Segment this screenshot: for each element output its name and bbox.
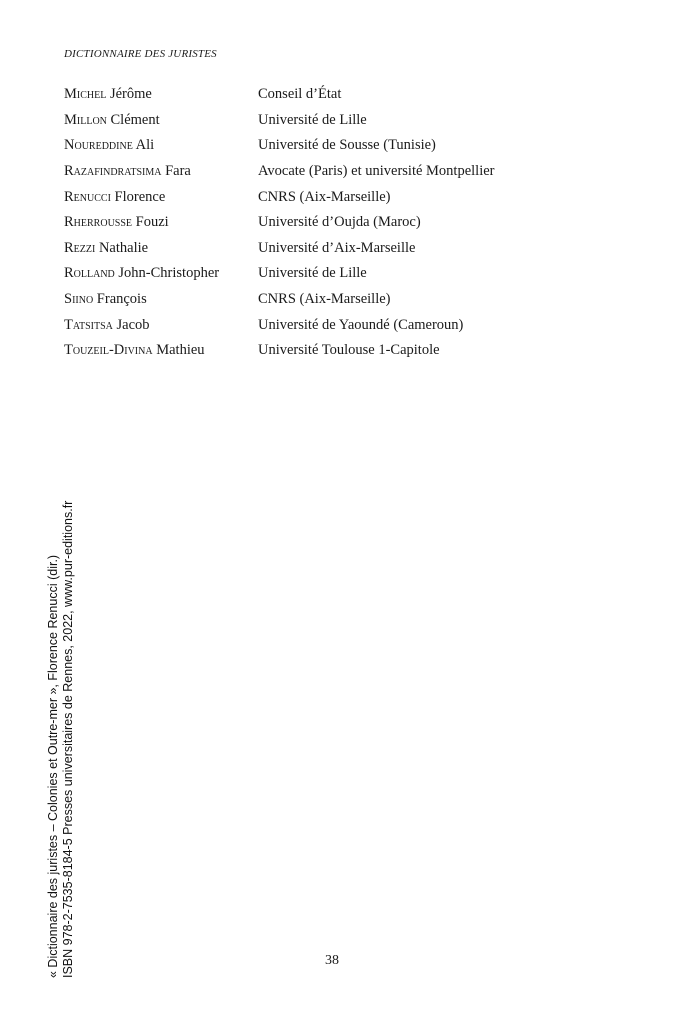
contributor-given-name: Fouzi [135,214,169,231]
contributor-given-name: Florence [114,188,166,205]
contributor-affiliation: Conseil d’État [258,86,342,103]
contributor-name [64,240,258,257]
contributor-given-name: Jérôme [109,86,152,103]
contributor-surname: Tatsitsa [64,316,113,333]
contributor-surname: Touzeil-Divina [64,342,153,359]
contributor-affiliation: Université de Sousse (Tunisie) [258,137,436,154]
contributor-given-name: John-Christopher [118,265,220,282]
contributor-affiliation: Avocate (Paris) et université Montpellier [258,163,495,180]
contributor-name [64,86,258,103]
contributor-name [64,137,258,154]
contributor-surname: Rolland [64,265,115,282]
contributor-name [64,265,258,282]
contributor-surname: Rezzi [64,239,96,256]
contributor-name [64,291,258,308]
contributor-surname: Noureddine [64,137,133,154]
contributor-affiliation: Université Toulouse 1-Capitole [258,342,440,359]
contributor-row [64,82,584,108]
page-number: 38 [325,953,339,968]
contributor-surname: Renucci [64,188,111,205]
contributor-row [64,184,584,210]
contributor-affiliation: Université de Lille [258,111,367,128]
contributor-row [64,210,584,236]
contributor-surname: Rherrousse [64,214,133,231]
contributor-given-name: Mathieu [156,342,205,359]
contributor-name [64,342,258,359]
contributor-affiliation: Université de Yaoundé (Cameroun) [258,316,464,333]
side-note-line: ISBN 978-2-7535-8184-5 Presses universitaires de Rennes, 2022, www.pur-editions.fr [61,500,75,978]
contributor-surname: Razafindratsima [64,163,162,180]
contributor-given-name: François [96,291,147,308]
contributor-surname: Michel [64,86,107,103]
contributor-row [64,133,584,159]
contributor-given-name: Clément [110,111,160,128]
running-head: DICTIONNAIRE DES JURISTES [64,48,217,60]
copyright-side-note [46,501,76,978]
contributor-given-name: Ali [135,137,155,154]
contributor-row [64,338,584,364]
contributor-given-name: Nathalie [98,239,149,256]
contributor-row [64,236,584,262]
contributor-affiliation: Université de Lille [258,265,367,282]
contributor-affiliation: CNRS (Aix-Marseille) [258,188,391,205]
contributor-surname: Siino [64,291,94,308]
contributor-name [64,112,258,129]
contributor-name [64,163,258,180]
side-note-line: « Dictionnaire des juristes – Colonies et Outre-mer », Florence Renucci (dir.) [46,554,60,978]
contributor-row [64,287,584,313]
contributor-affiliation: Université d’Oujda (Maroc) [258,214,421,231]
contributor-affiliation: Université d’Aix-Marseille [258,239,416,256]
contributor-given-name: Jacob [116,316,150,333]
contributor-row [64,108,584,134]
contributor-row [64,312,584,338]
contributor-list [64,82,584,364]
contributor-given-name: Fara [165,163,191,180]
contributor-affiliation: CNRS (Aix-Marseille) [258,291,391,308]
contributor-surname: Millon [64,111,107,128]
contributor-name [64,317,258,334]
contributor-row [64,261,584,287]
contributor-name [64,214,258,231]
contributor-row [64,159,584,185]
contributor-name [64,189,258,206]
